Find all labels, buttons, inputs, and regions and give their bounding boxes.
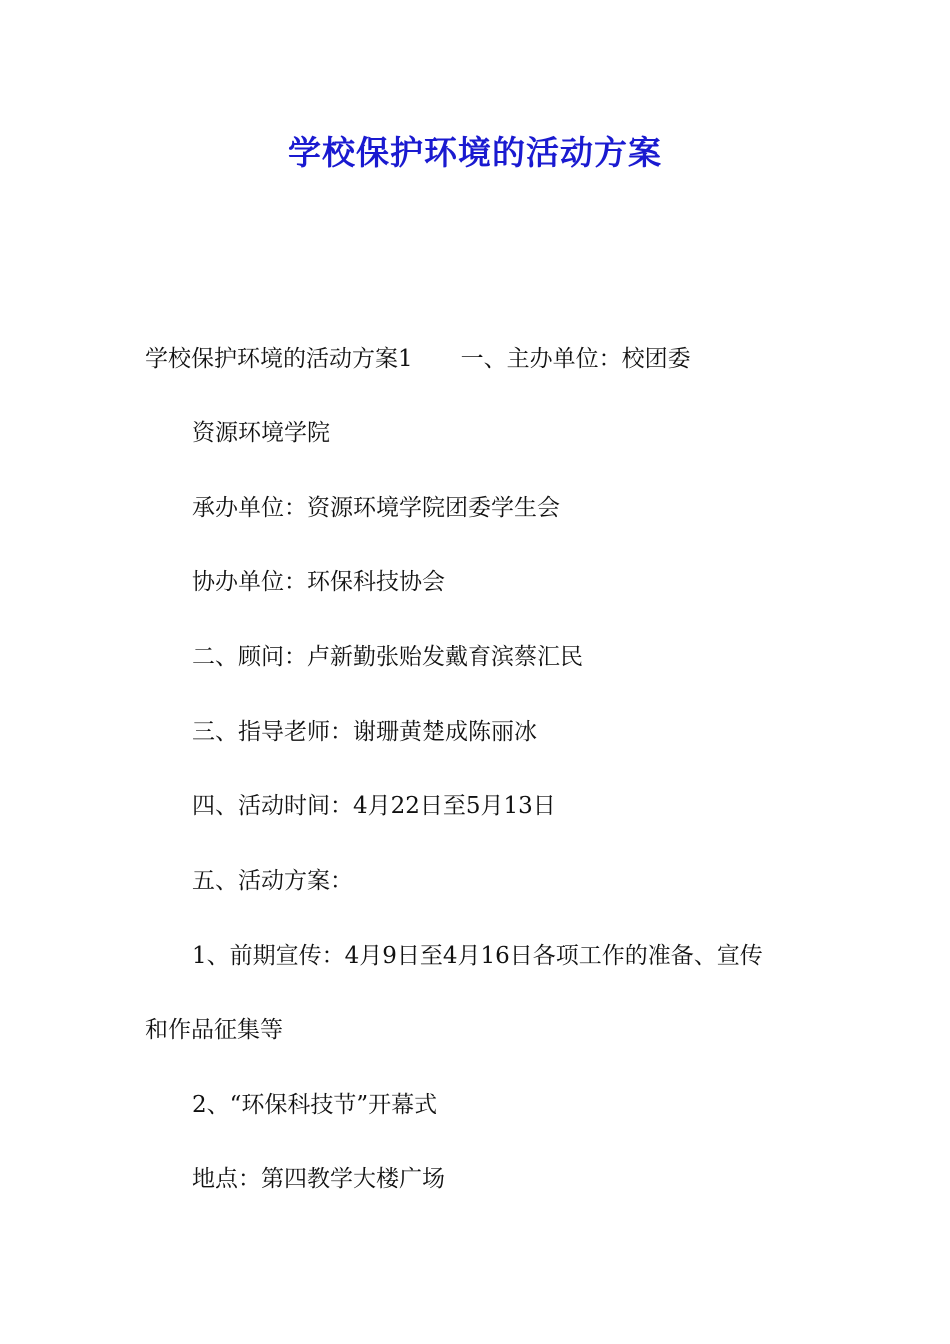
paragraph-line: 地点：第四教学大楼广场 bbox=[192, 1166, 445, 1192]
paragraph-line: 和作品征集等 bbox=[145, 1017, 283, 1043]
paragraph-line: 承办单位：资源环境学院团委学生会 bbox=[192, 495, 560, 521]
intro-text: 一、主办单位：校团委 bbox=[460, 346, 691, 372]
paragraph-line: 五、活动方案： bbox=[192, 868, 353, 894]
paragraph-line: 1、前期宣传：4月9日至4月16日各项工作的准备、宣传 bbox=[192, 943, 763, 969]
document-title: 学校保护环境的活动方案 bbox=[288, 133, 662, 172]
intro-line bbox=[145, 342, 691, 376]
paragraph-line: 四、活动时间：4月22日至5月13日 bbox=[192, 793, 556, 819]
paragraph-line: 协办单位：环保科技协会 bbox=[192, 569, 445, 595]
intro-heading: 学校保护环境的活动方案1 bbox=[145, 346, 413, 372]
paragraph-line: 2、“环保科技节”开幕式 bbox=[192, 1092, 438, 1118]
paragraph-line: 二、顾问：卢新勤张贻发戴育滨蔡汇民 bbox=[192, 644, 583, 670]
paragraph-line: 资源环境学院 bbox=[192, 420, 330, 446]
paragraph-line: 三、指导老师：谢珊黄楚成陈丽冰 bbox=[192, 719, 537, 745]
